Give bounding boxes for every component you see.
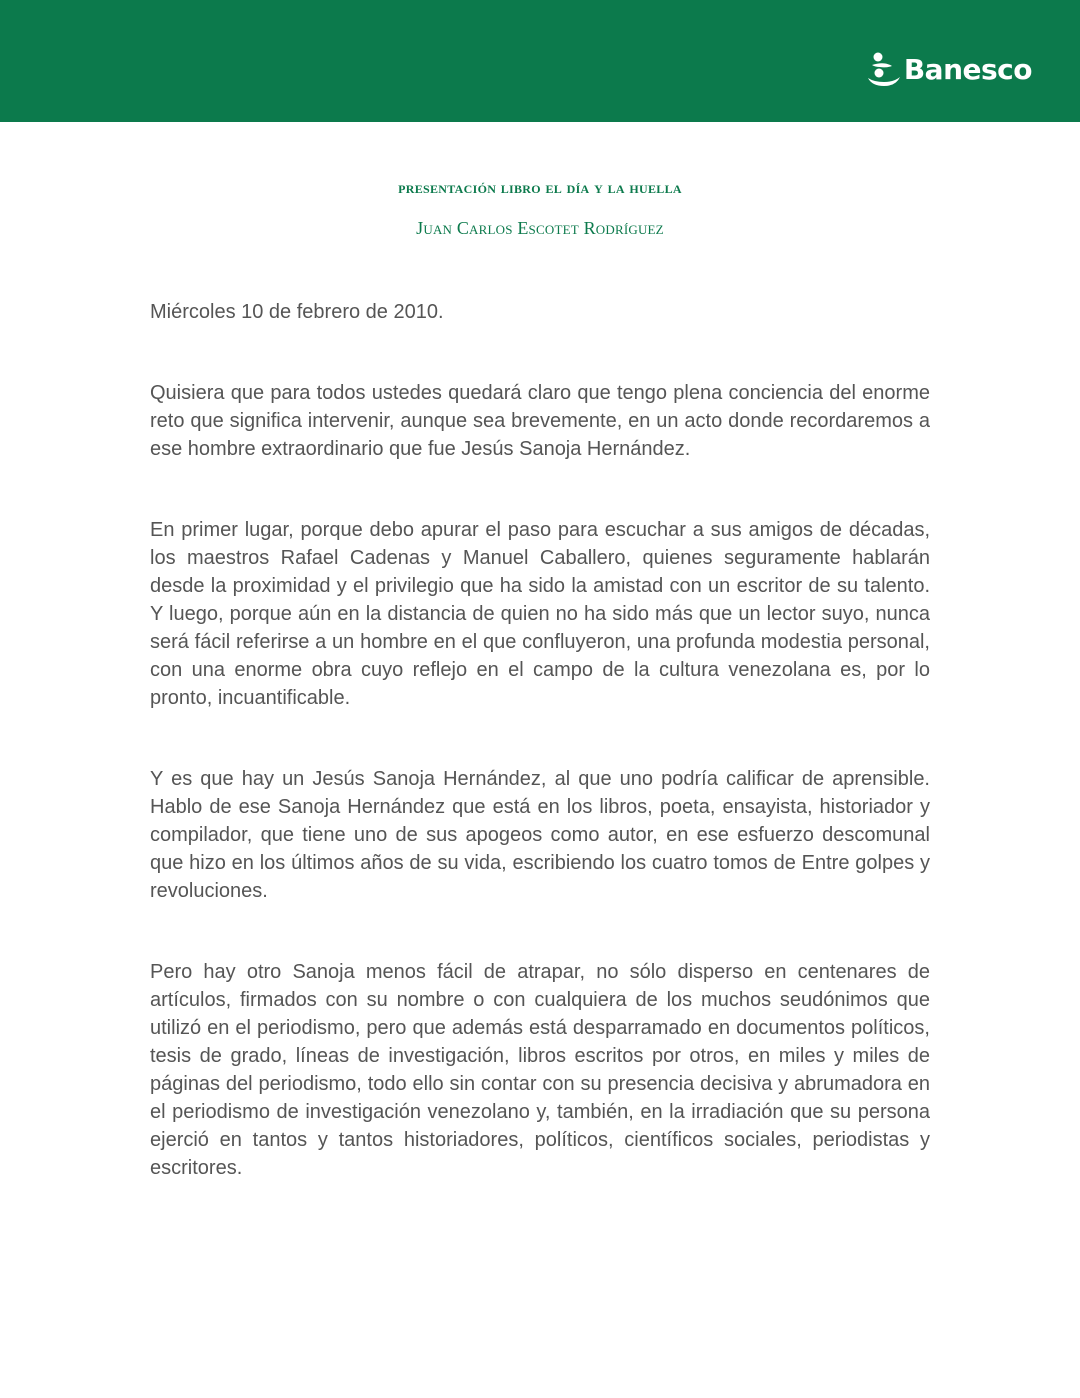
banesco-people-icon: [866, 50, 902, 88]
paragraph: Pero hay otro Sanoja menos fácil de atrapar, no sólo disperso en centenares de artículos, firmados con su nombre o con cualquiera de los muchos seudónimos que utilizó en el periodismo, pero que además está desparramado en documentos políticos, tesis de grado, líneas de investigación, libros escritos por otros, en miles y miles de páginas del periodismo, todo ello sin contar con su presencia decisiva y abrumadora en el periodismo de investigación venezolano y, también, en la irradiación que su persona ejerció en tantos y tantos historiadores, políticos, científicos sociales, periodistas y escritores.: [150, 961, 930, 1179]
document-author: Juan Carlos Escotet Rodríguez: [416, 218, 664, 238]
paragraph: En primer lugar, porque debo apurar el paso para escuchar a sus amigos de décadas, los maestros Rafael Cadenas y Manuel Caballero, quienes seguramente hablarán desde la proximidad y el privilegio que ha sido la amistad con un escritor de su talento. Y luego, porque aún en la distancia de quien no ha sido más que un lector suyo, nunca será fácil referirse a un hombre en el que confluyeron, una profunda modestia personal, con una enorme obra cuyo reflejo en el campo de la cultura venezolana es, por lo pronto, incuantificable.: [150, 519, 930, 709]
document-title: [0, 178, 1080, 198]
paragraph: Y es que hay un Jesús Sanoja Hernández, al que uno podría calificar de aprensible. Hablo de ese Sanoja Hernández que está en los libros, poeta, ensayista, historiador y compilador, que tiene uno de sus apogeos como autor, en ese esfuerzo descomunal que hizo en los últimos años de su vida, escribiendo los cuatro tomos de Entre golpes y revoluciones.: [150, 768, 930, 902]
header-band: [0, 0, 1080, 122]
book-title: el día y la huella: [545, 178, 682, 197]
brand-logo: [866, 50, 1032, 88]
brand-name: Banesco: [903, 52, 1032, 86]
title-lead: presentación libro: [398, 178, 546, 197]
document-heading: [0, 178, 1080, 239]
paragraph: Quisiera que para todos ustedes quedará claro que tengo plena conciencia del enorme reto que significa intervenir, aunque sea brevemente, en un acto donde recordaremos a ese hombre extraordinario que fue Jesús Sanoja Hernández.: [150, 382, 930, 460]
document-body: [150, 298, 930, 1182]
document-date: Miércoles 10 de febrero de 2010.: [150, 301, 444, 323]
